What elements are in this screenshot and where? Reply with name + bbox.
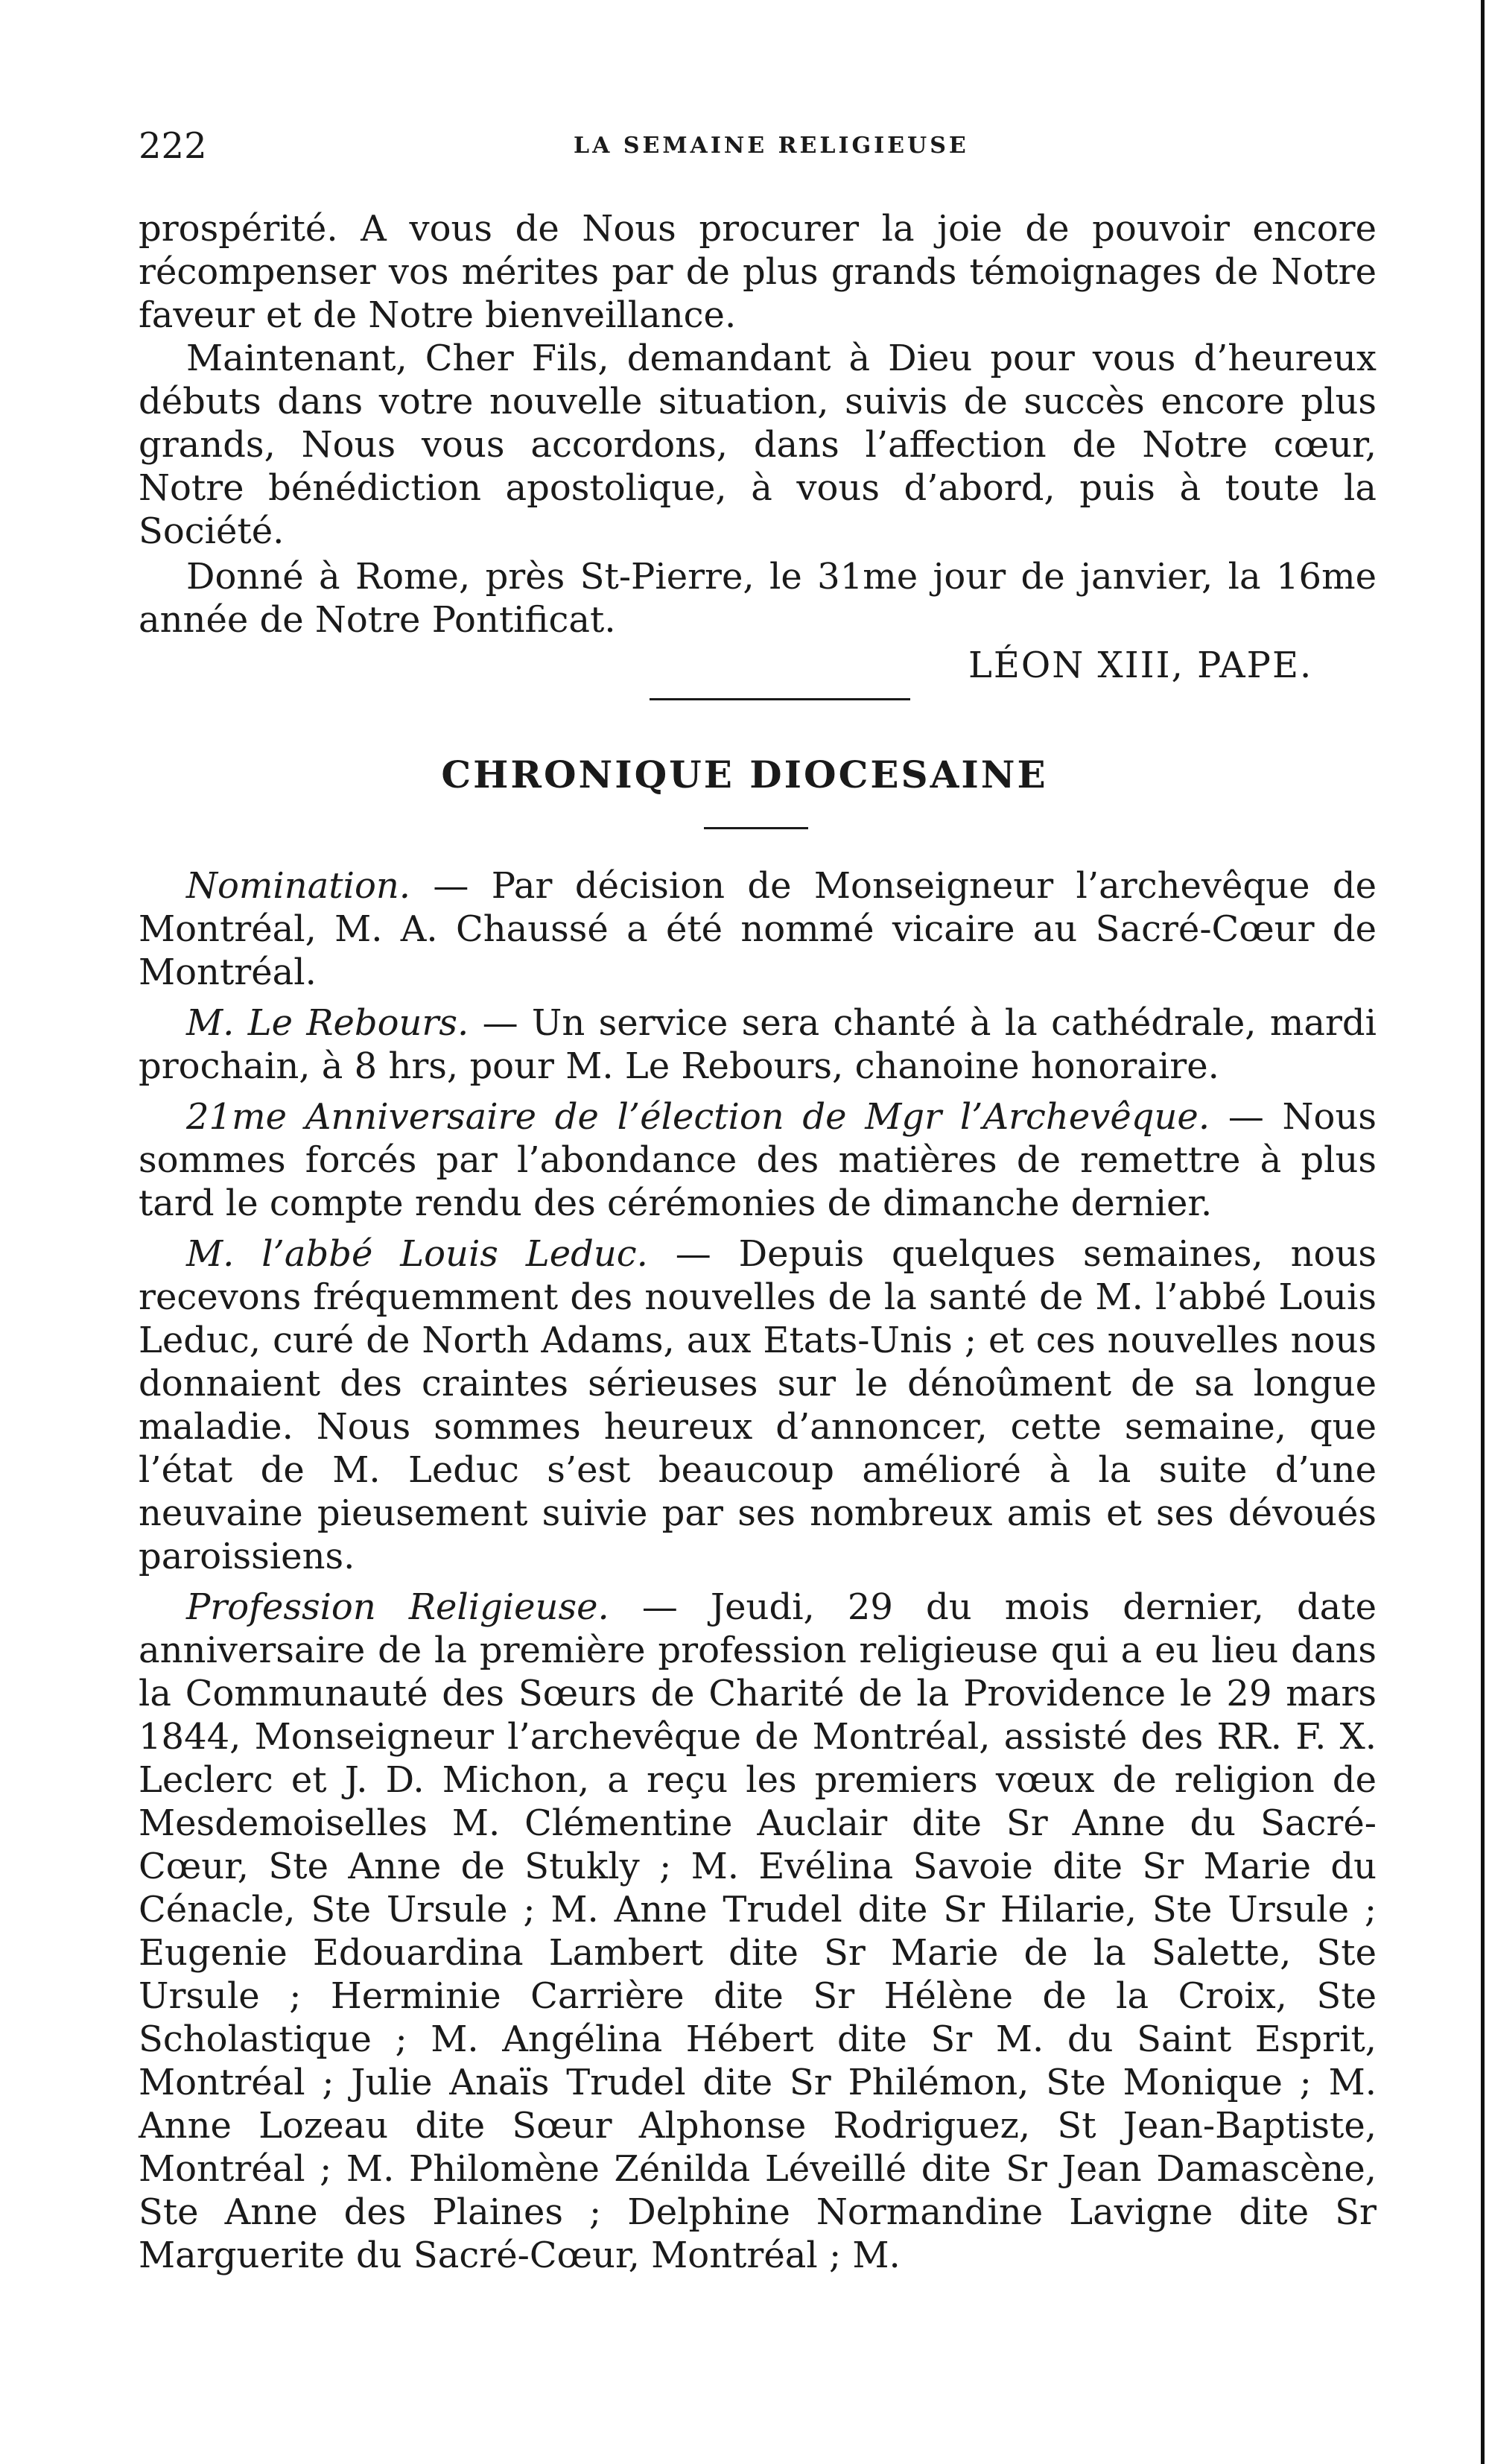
chronicle-item-heading: 21me Anniversaire de l’élection de Mgr l’Archevêque. xyxy=(186,1096,1210,1138)
page-number: 222 xyxy=(139,125,207,167)
signature-rule xyxy=(650,698,910,700)
section-title: CHRONIQUE DIOCESAINE xyxy=(441,753,1048,796)
chronicle-item-heading: Profession Religieuse. xyxy=(186,1586,609,1628)
chronicle-item-text: — Nous sommes forcés par l’abondance des matières de remettre à plus tard le compte rendu des cérémonies de dimanche dernier. xyxy=(139,1096,1377,1224)
chronicle-item-text: — Par décision de Monseigneur l’archevêque de Montréal, M. A. Chaussé a été nommé vicaire au Sacré-Cœur de Montréal. xyxy=(139,865,1377,993)
chronicle-item xyxy=(139,1001,1377,1088)
title-rule xyxy=(704,827,808,829)
letter-paragraph-1: prospérité. A vous de Nous procurer la joie de pouvoir encore récompenser vos mérites par de plus grands témoignages de Notre faveur et de Notre bienveillance. xyxy=(139,208,1377,336)
running-head xyxy=(139,125,1375,170)
chronicle-item xyxy=(139,1095,1377,1225)
chronicle-item xyxy=(139,1586,1377,2277)
chronicle-body xyxy=(139,864,1377,2284)
chronicle-item-text: — Un service sera chanté à la cathédrale, mardi prochain, à 8 hrs, pour M. Le Rebours, chanoine honoraire. xyxy=(139,1002,1377,1087)
papal-signature: LÉON XIII, PAPE. xyxy=(968,644,1313,686)
letter-body xyxy=(139,207,1377,553)
chronicle-item-text: — Depuis quelques semaines, nous recevons fréquemment des nouvelles de la santé de M. l’abbé Louis Leduc, curé de North Adams, aux Etats-Unis ; et ces nouvelles nous donnaient des craintes sérieuses sur le dénoûment de sa longue maladie. Nous sommes heureux d’annoncer, cette semaine, que l’état de M. Leduc s’est beaucoup amélioré à la suite d’une neuvaine pieusement suivie par ses nombreux amis et ses dévoués paroissiens. xyxy=(139,1233,1377,1577)
letter-closing xyxy=(139,555,1377,642)
chronicle-item-text: — Jeudi, 29 du mois dernier, date anniversaire de la première profession religieuse qui a eu lieu dans la Communauté des Sœurs de Charité de la Providence le 29 mars 1844, Monseigneur l’archevêque de Montréal, assisté des RR. F. X. Leclerc et J. D. Michon, a reçu les premiers vœux de religion de Mesdemoiselles M. Clémentine Auclair dite Sr Anne du Sacré-Cœur, Ste Anne de Stukly ; M. Evélina Savoie dite Sr Marie du Cénacle, Ste Ursule ; M. Anne Trudel dite Sr Hilarie, Ste Ursule ; Eugenie Edouardina Lambert dite Sr Marie de la Salette, Ste Ursule ; Herminie Carrière dite Sr Hélène de la Croix, Ste Scholastique ; M. Angélina Hébert dite Sr M. du Saint Esprit, Montréal ; Julie Anaïs Trudel dite Sr Philémon, Ste Monique ; M. Anne Lozeau dite Sœur Alphonse Rodriguez, St Jean-Baptiste, Montréal ; M. Philomène Zénilda Léveillé dite Sr Jean Damascène, Ste Anne des Plaines ; Delphine Normandine Lavigne dite Sr Marguerite du Sacré-Cœur, Montréal ; M. xyxy=(139,1586,1377,2276)
page-edge-line xyxy=(1481,0,1485,2464)
letter-paragraph-2: Maintenant, Cher Fils, demandant à Dieu pour vous d’heureux débuts dans votre nouvelle situation, suivis de succès encore plus grands, Nous vous accordons, dans l’affection de Notre cœur, Notre bénédiction apostolique, à vous d’abord, puis à toute la Société. xyxy=(139,338,1377,552)
running-title: LA SEMAINE RELIGIEUSE xyxy=(574,133,969,159)
chronicle-item-heading: M. Le Rebours. xyxy=(186,1002,469,1044)
chronicle-item xyxy=(139,864,1377,994)
chronicle-item xyxy=(139,1232,1377,1578)
letter-paragraph-3: Donné à Rome, près St-Pierre, le 31me jour de janvier, la 16me année de Notre Pontificat. xyxy=(139,556,1377,641)
chronicle-item-heading: M. l’abbé Louis Leduc. xyxy=(186,1233,648,1275)
chronicle-item-heading: Nomination. xyxy=(186,865,411,907)
